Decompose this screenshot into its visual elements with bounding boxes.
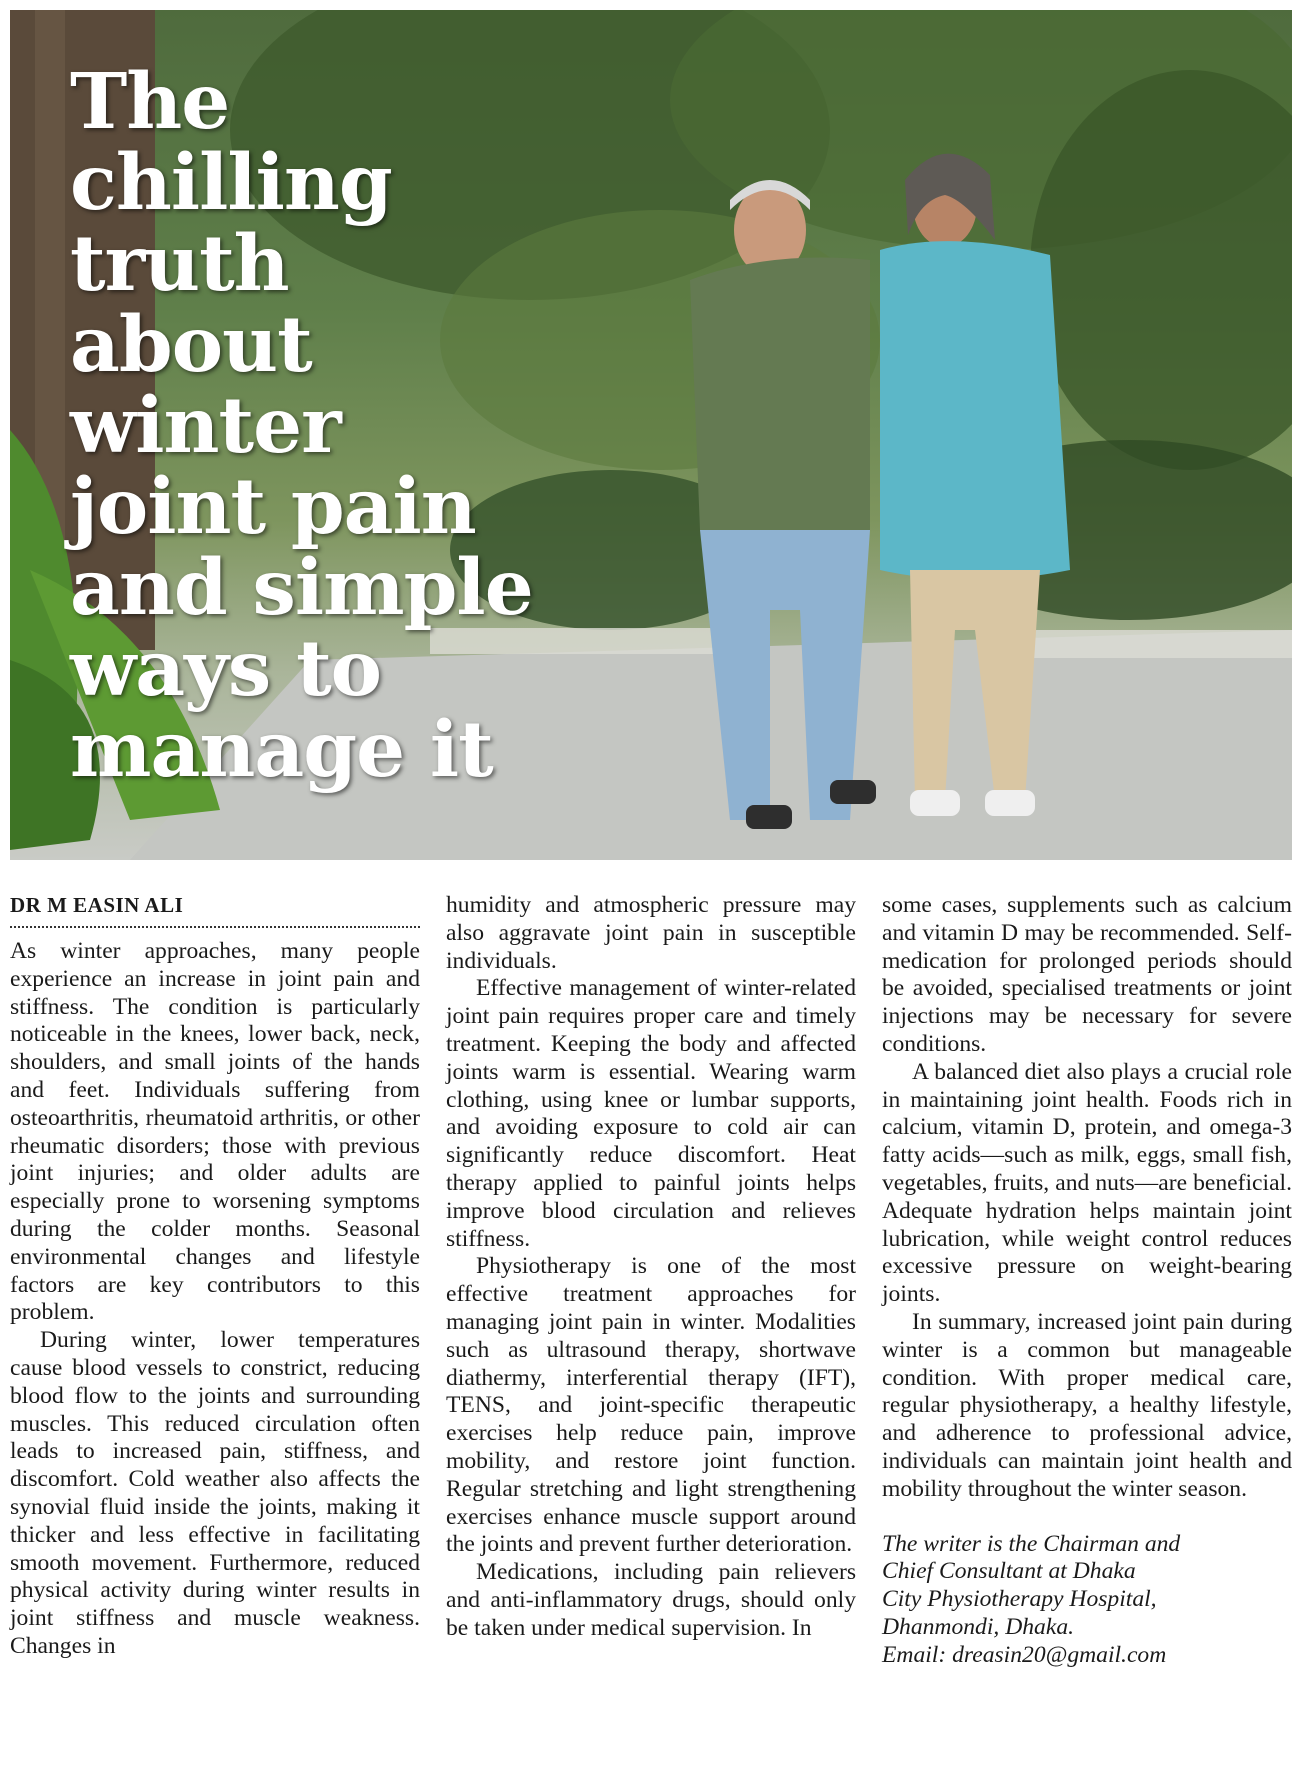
headline: The chilling truth about winter joint pain and simple ways to manage it — [70, 57, 533, 795]
paragraph: As winter approaches, many people experience an increase in joint pain and stiffness. The condition is particularly noticeable in the knees, lower back, neck, shoulders, and small joints of the hands and feet. Individuals suffering from osteoarthritis, rheumatoid arthritis, or other rheumatic disorders; those with previous joint injuries; and older adults are especially prone to worsening symptoms during the colder months. Seasonal environmental changes and lifestyle factors are key contributors to this problem. — [10, 938, 420, 1326]
paragraph: During winter, lower temperatures cause blood vessels to constrict, reducing blood flow to the joints and surrounding muscles. This reduced circulation often leads to increased pain, stiffness, and discomfort. Cold weather also affects the synovial fluid inside the joints, making it thicker and less effective in facilitating smooth movement. Furthermore, reduced physical activity during winter results in joint stiffness and muscle weakness. Changes in — [10, 1327, 420, 1659]
paragraph: Effective management of winter-related joint pain requires proper care and timely treatment. Keeping the body and affected joints warm is essential. Wearing warm clothing, using knee or lumbar supports, and avoiding exposure to cold air can significantly reduce discomfort. Heat therapy applied to painful joints helps improve blood circulation and relieves stiffness. — [446, 975, 856, 1252]
paragraph: In summary, increased joint pain during winter is a common but manageable condition. With proper medical care, regular physiotherapy, a healthy lifestyle, and adherence to professional advice, individuals can maintain joint health and mobility throughout the winter season. — [882, 1308, 1292, 1502]
paragraph: Physiotherapy is one of the most effective treatment approaches for managing joint pain in winter. Modalities such as ultrasound therapy, shortwave diathermy, interferential therapy (IFT), TENS, and joint-specific therapeutic exercises help reduce pain, improve mobility, and restore joint function. Regular stretching and light strengthening exercises enhance muscle support around the joints and prevent further deterioration. — [446, 1253, 856, 1558]
writer-email: Email: dreasin20@gmail.com — [882, 1641, 1167, 1668]
paragraph: Medications, including pain relievers and anti-inflammatory drugs, should only be taken under medical supervision. In — [446, 1559, 856, 1641]
paragraph: humidity and atmospheric pressure may also aggravate joint pain in susceptible individuals. — [446, 892, 856, 974]
byline: DR M EASIN ALI — [10, 892, 420, 928]
hero-photo — [10, 10, 1292, 860]
column-2 — [446, 892, 856, 1643]
column-3 — [882, 892, 1292, 1670]
writer-note-line: City Physiotherapy Hospital, — [882, 1586, 1157, 1613]
writer-note — [882, 1531, 1292, 1670]
writer-note-line: The writer is the Chairman and — [882, 1530, 1181, 1557]
paragraph: A balanced diet also plays a crucial role in maintaining joint health. Foods rich in calcium, vitamin D, protein, and omega-3 fatty acids—such as milk, eggs, small fish, vegetables, fruits, and nuts—are beneficial. Adequate hydration helps maintain joint lubrication, while weight control reduces excessive pressure on weight-bearing joints. — [882, 1058, 1292, 1308]
writer-note-line: Chief Consultant at Dhaka — [882, 1558, 1136, 1585]
writer-note-line: Dhanmondi, Dhaka. — [882, 1613, 1075, 1640]
article-body — [10, 892, 1292, 1762]
paragraph: some cases, supplements such as calcium and vitamin D may be recommended. Self-medication for prolonged periods should be avoided, specialised treatments or joint injections may be necessary for severe conditions. — [882, 892, 1292, 1057]
column-1 — [10, 892, 420, 1661]
